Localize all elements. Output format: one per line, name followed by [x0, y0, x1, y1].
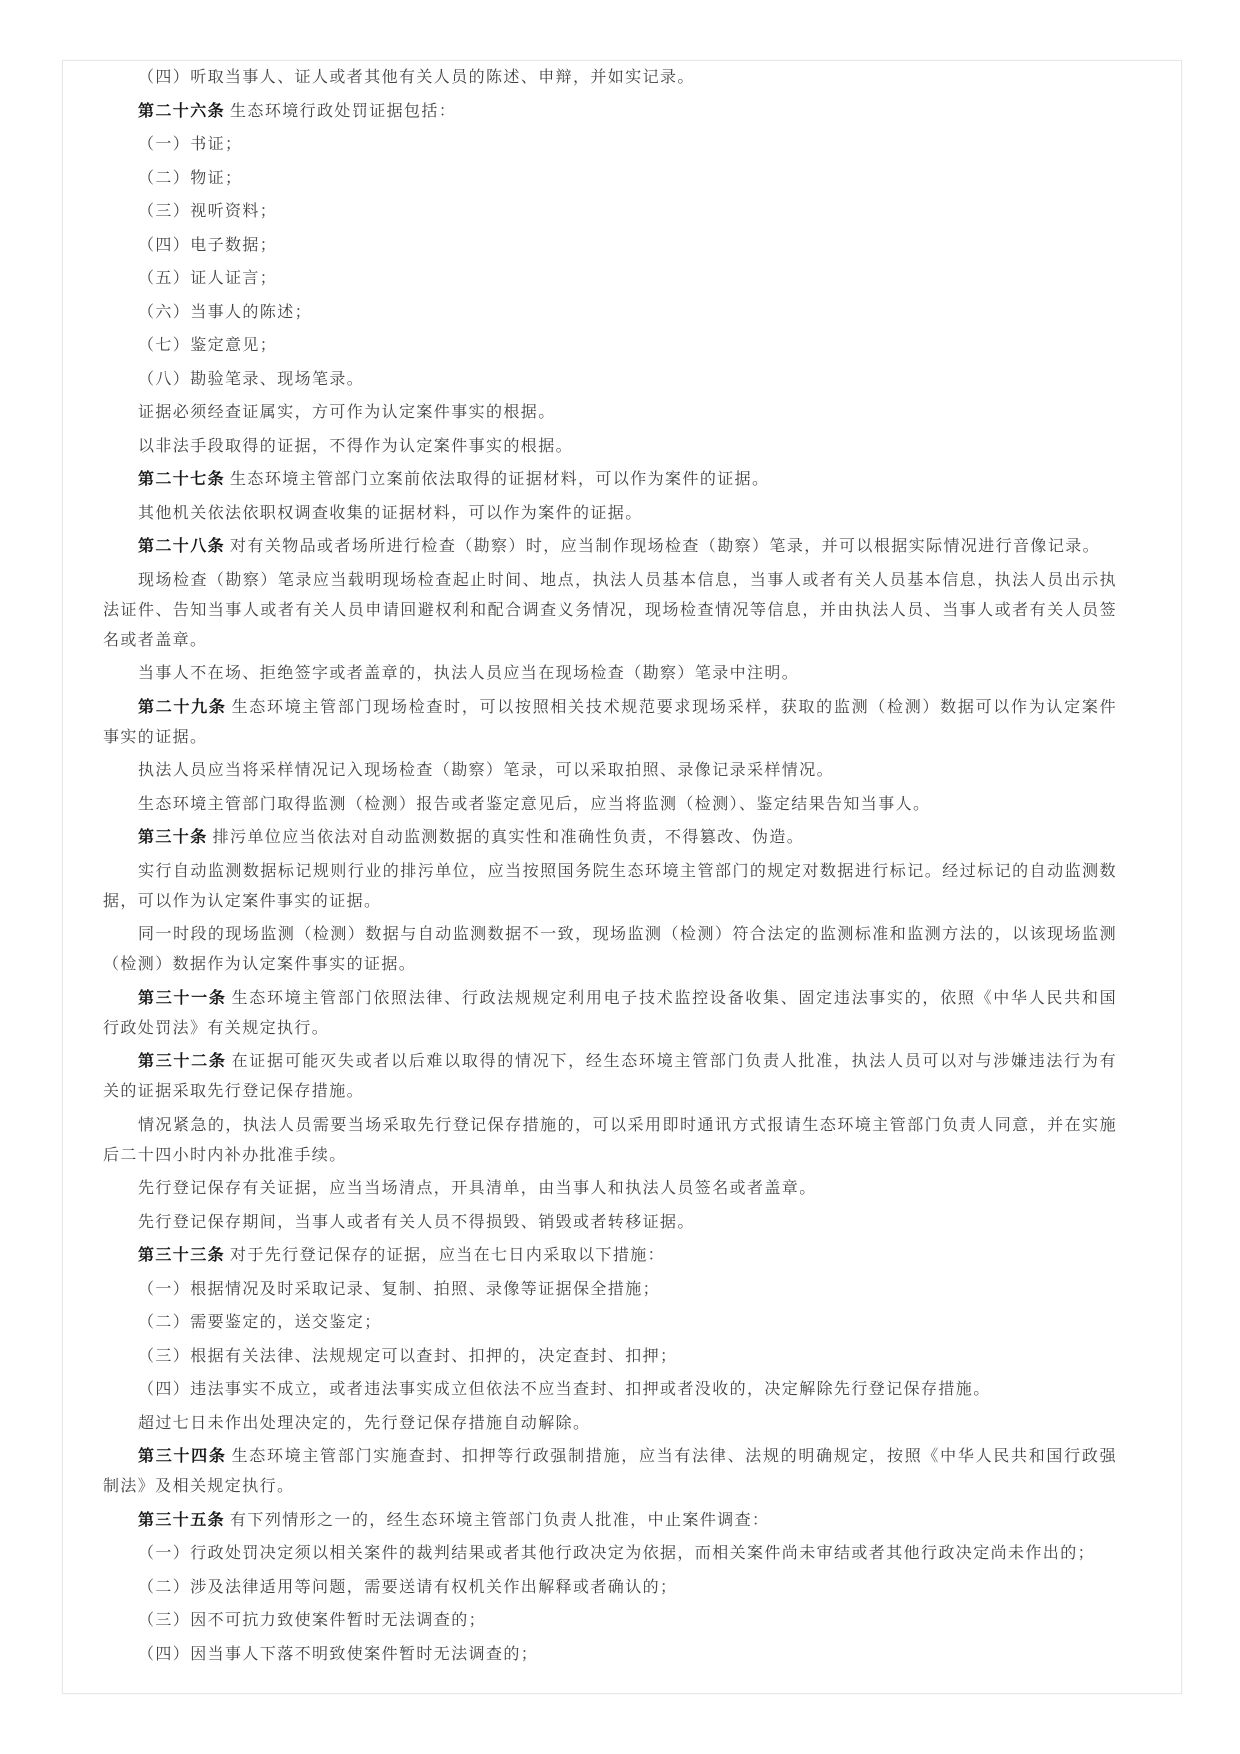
- paragraph: （四）听取当事人、证人或者其他有关人员的陈述、申辩，并如实记录。: [138, 69, 695, 86]
- paragraph: 实行自动监测数据标记规则行业的排污单位，应当按照国务院生态环境主管部门的规定对数据进行标记。经过标记的自动监测数据，可以作为认定案件事实的证据。: [103, 862, 1117, 910]
- article-paragraph: 第三十一条 生态环境主管部门依照法律、行政法规规定利用电子技术监控设备收集、固定违法事实的，依照《中华人民共和国行政处罚法》有关规定执行。: [103, 989, 1117, 1037]
- paragraph: （七）鉴定意见；: [138, 337, 278, 354]
- article-number: 第三十四条: [138, 1448, 227, 1465]
- article-paragraph: 第三十二条 在证据可能灭失或者以后难以取得的情况下，经生态环境主管部门负责人批准，执法人员可以对与涉嫌违法行为有关的证据采取先行登记保存措施。: [103, 1053, 1117, 1100]
- article-paragraph: 第二十七条 生态环境主管部门立案前依法取得的证据材料，可以作为案件的证据。: [138, 471, 770, 488]
- document-page: [62, 60, 1182, 1694]
- document-body: [63, 61, 1181, 1670]
- paragraph: （四）因当事人下落不明致使案件暂时无法调查的；: [138, 1645, 539, 1663]
- article-paragraph: 第二十九条 生态环境主管部门现场检查时，可以按照相关技术规范要求现场采样，获取的监测（检测）数据可以作为认定案件事实的证据。: [103, 698, 1117, 746]
- article-number: 第二十七条: [138, 471, 226, 488]
- paragraph: 生态环境主管部门取得监测（检测）报告或者鉴定意见后，应当将监测（检测）、鉴定结果告知当事人。: [138, 795, 931, 813]
- paragraph: （四）电子数据；: [138, 236, 278, 254]
- paragraph: 现场检查（勘察）笔录应当载明现场检查起止时间、地点，执法人员基本信息，当事人或者有关人员基本信息，执法人员出示执法证件、告知当事人或者有关人员申请回避权利和配合调查义务情况，现场检查情况等信息，并由执法人员、当事人或者有关人员签名或者盖章。: [103, 571, 1117, 649]
- paragraph: 超过七日未作出处理决定的，先行登记保存措施自动解除。: [138, 1414, 591, 1432]
- paragraph: （四）违法事实不成立，或者违法事实成立但依法不应当查封、扣押或者没收的，决定解除先行登记保存措施。: [138, 1381, 991, 1398]
- paragraph: （五）证人证言；: [138, 270, 278, 287]
- paragraph: （三）根据有关法律、法规规定可以查封、扣押的，决定查封、扣押；: [138, 1347, 678, 1365]
- paragraph: 以非法手段取得的证据，不得作为认定案件事实的根据。: [138, 437, 574, 455]
- paragraph: （三）视听资料；: [138, 203, 278, 220]
- article-paragraph: 第三十三条 对于先行登记保存的证据，应当在七日内采取以下措施：: [138, 1247, 666, 1264]
- article-number: 第三十五条: [138, 1511, 226, 1529]
- paragraph: 执法人员应当将采样情况记入现场检查（勘察）笔录，可以采取拍照、录像记录采样情况。: [138, 762, 835, 779]
- paragraph: （二）物证；: [138, 169, 243, 187]
- paragraph: 当事人不在场、拒绝签字或者盖章的，执法人员应当在现场检查（勘察）笔录中注明。: [138, 665, 800, 682]
- paragraph: （二）需要鉴定的，送交鉴定；: [138, 1314, 382, 1331]
- paragraph: 同一时段的现场监测（检测）数据与自动监测数据不一致，现场监测（检测）符合法定的监测标准和监测方法的，以该现场监测（检测）数据作为认定案件事实的证据。: [103, 926, 1117, 973]
- paragraph: 先行登记保存有关证据，应当当场清点，开具清单，由当事人和执法人员签名或者盖章。: [138, 1180, 817, 1197]
- paragraph: （六）当事人的陈述；: [138, 303, 313, 321]
- paragraph: 情况紧急的，执法人员需要当场采取先行登记保存措施的，可以采用即时通讯方式报请生态环境主管部门负责人同意，并在实施后二十四小时内补办批准手续。: [103, 1116, 1117, 1164]
- article-number: 第三十二条: [138, 1053, 227, 1070]
- paragraph: 其他机关依法依职权调查收集的证据材料，可以作为案件的证据。: [138, 504, 643, 522]
- paragraph: （一）书证；: [138, 136, 243, 153]
- article-paragraph: 第三十四条 生态环境主管部门实施查封、扣押等行政强制措施，应当有法律、法规的明确规定，按照《中华人民共和国行政强制法》及相关规定执行。: [103, 1448, 1117, 1495]
- article-number: 第三十三条: [138, 1247, 226, 1264]
- article-number: 第二十九条: [138, 698, 227, 716]
- paragraph: （三）因不可抗力致使案件暂时无法调查的；: [138, 1612, 487, 1629]
- article-number: 第二十八条: [138, 538, 226, 555]
- paragraph: （一）行政处罚决定须以相关案件的裁判结果或者其他行政决定为依据，而相关案件尚未审结或者其他行政决定尚未作出的；: [138, 1545, 1096, 1562]
- article-paragraph: 第二十六条 生态环境行政处罚证据包括：: [138, 102, 457, 120]
- paragraph: （一）根据情况及时采取记录、复制、拍照、录像等证据保全措施；: [138, 1280, 661, 1298]
- article-number: 第三十一条: [138, 989, 227, 1007]
- article-number: 第二十六条: [138, 102, 226, 120]
- article-paragraph: 第三十五条 有下列情形之一的，经生态环境主管部门负责人批准，中止案件调查：: [138, 1511, 770, 1529]
- paragraph: 先行登记保存期间，当事人或者有关人员不得损毁、销毁或者转移证据。: [138, 1213, 695, 1231]
- article-paragraph: 第二十八条 对有关物品或者场所进行检查（勘察）时，应当制作现场检查（勘察）笔录，并可以根据实际情况进行音像记录。: [138, 538, 1101, 555]
- paragraph: （二）涉及法律适用等问题，需要送请有权机关作出解释或者确认的；: [138, 1578, 678, 1596]
- paragraph: 证据必须经查证属实，方可作为认定案件事实的根据。: [138, 404, 556, 421]
- article-paragraph: 第三十条 排污单位应当依法对自动监测数据的真实性和准确性负责，不得篡改、伪造。: [138, 829, 805, 846]
- paragraph: （八）勘验笔录、现场笔录。: [138, 370, 365, 388]
- article-number: 第三十条: [138, 829, 208, 846]
